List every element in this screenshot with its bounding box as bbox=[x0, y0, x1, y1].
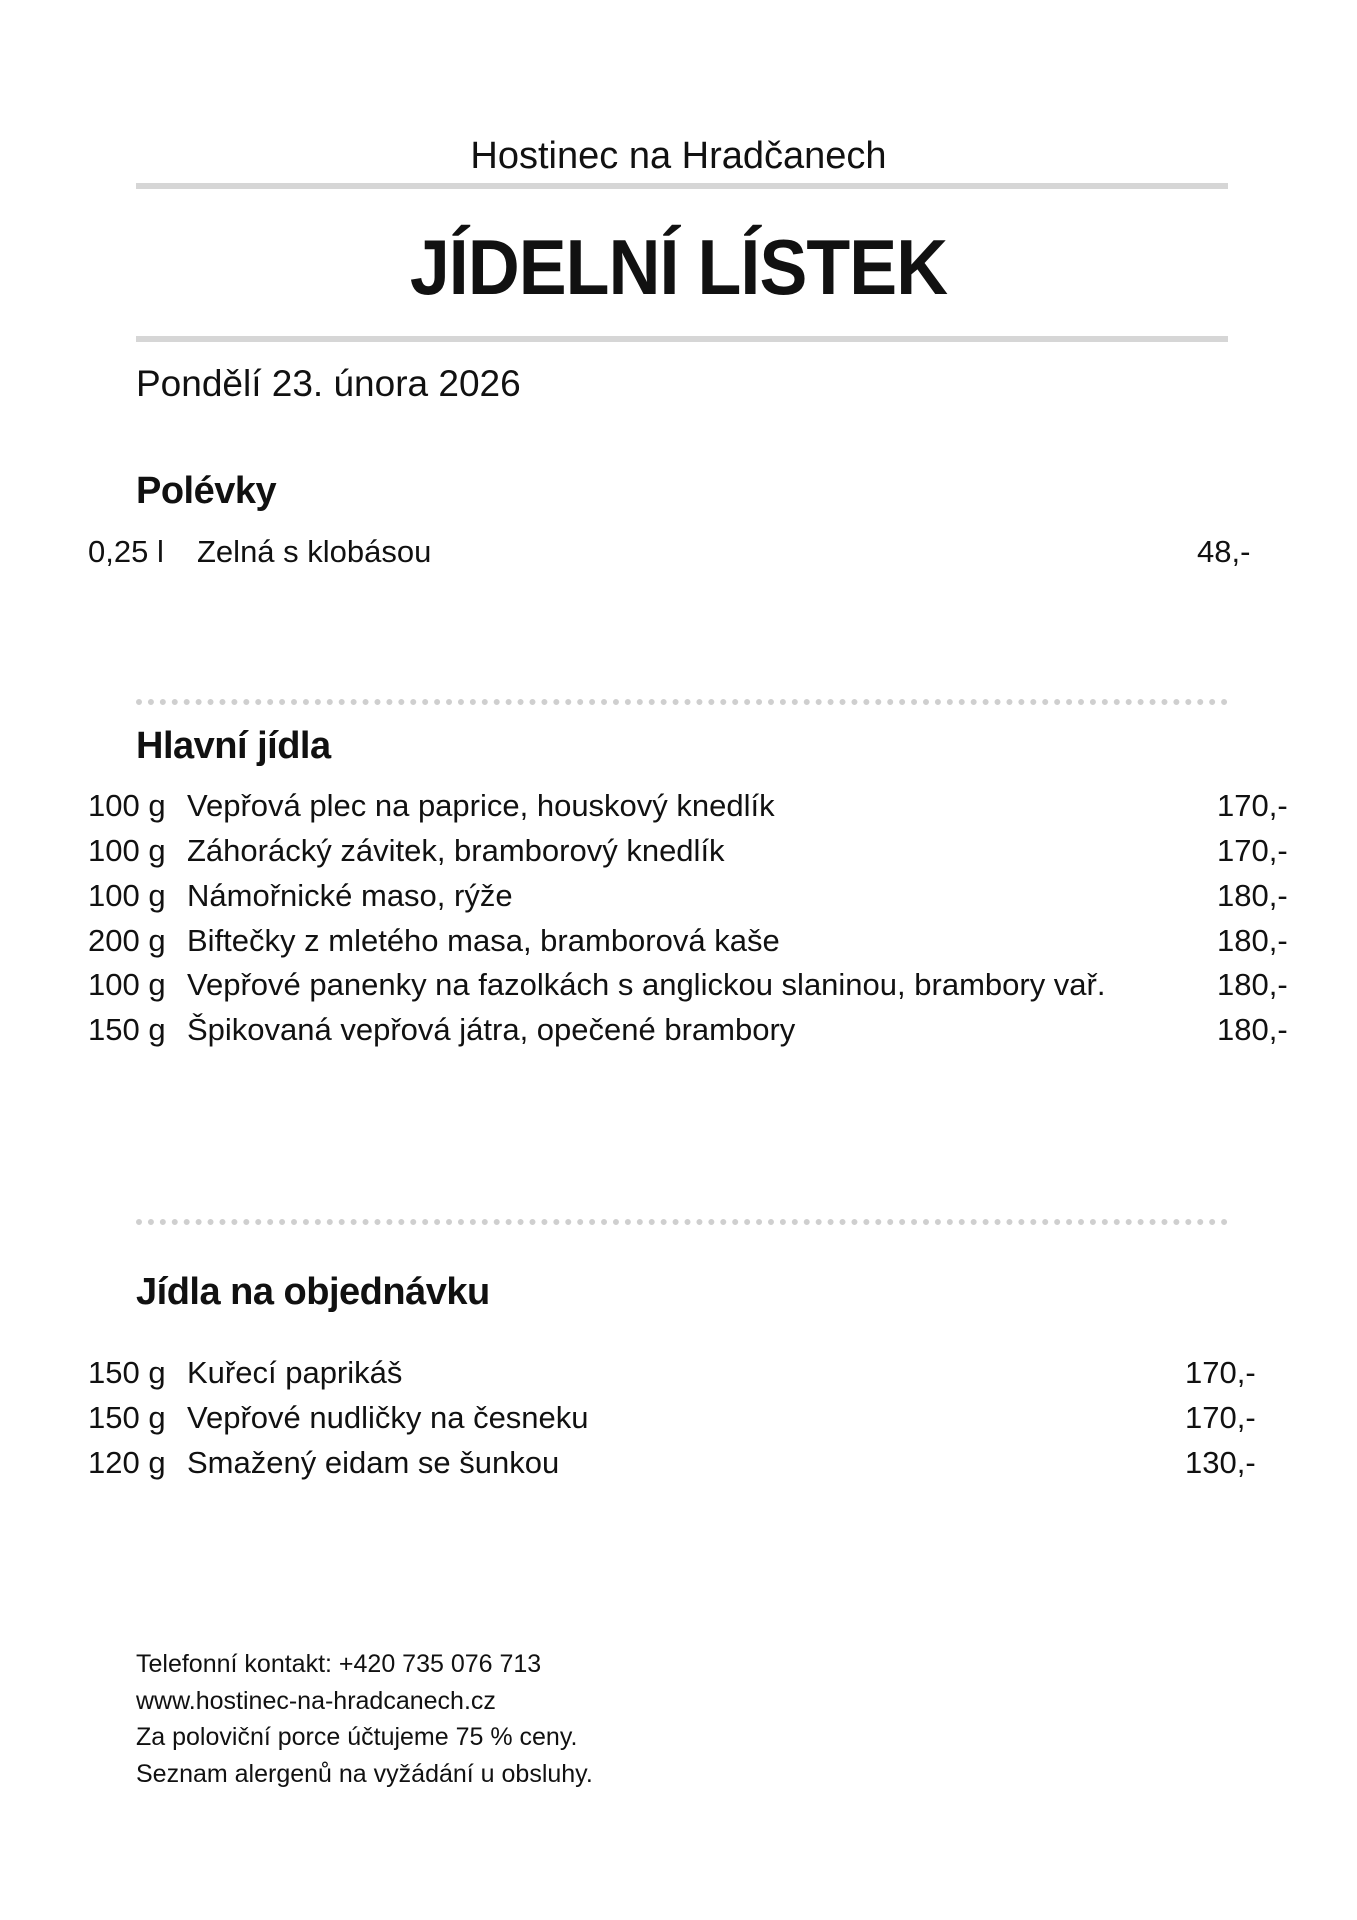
item-price: 170,- bbox=[1185, 1355, 1256, 1390]
footer-allergen-note: Seznam alergenů na vyžádání u obsluhy. bbox=[136, 1760, 593, 1788]
item-portion: 200 g bbox=[88, 923, 166, 958]
item-price: 180,- bbox=[1217, 967, 1288, 1002]
title-rule-top bbox=[136, 183, 1228, 189]
item-name: Vepřová plec na paprice, houskový knedlík bbox=[187, 788, 775, 823]
item-name: Kuřecí paprikáš bbox=[187, 1355, 403, 1390]
list-item bbox=[0, 1008, 1357, 1052]
list-item bbox=[0, 530, 1357, 574]
item-portion: 100 g bbox=[88, 833, 166, 868]
item-portion: 120 g bbox=[88, 1445, 166, 1480]
item-price: 170,- bbox=[1185, 1400, 1256, 1435]
item-name: Vepřové nudličky na česneku bbox=[187, 1400, 589, 1435]
list-item bbox=[0, 963, 1357, 1007]
item-portion: 0,25 l bbox=[88, 534, 164, 569]
list-item bbox=[0, 784, 1357, 828]
item-portion: 150 g bbox=[88, 1355, 166, 1390]
item-price: 180,- bbox=[1217, 923, 1288, 958]
item-price: 170,- bbox=[1217, 833, 1288, 868]
item-price: 48,- bbox=[1197, 534, 1251, 569]
item-portion: 100 g bbox=[88, 788, 166, 823]
menu-date: Pondělí 23. února 2026 bbox=[136, 363, 521, 404]
section-title-soups: Polévky bbox=[136, 470, 277, 512]
list-item bbox=[0, 1351, 1357, 1395]
footer-half-portion-note: Za poloviční porce účtujeme 75 % ceny. bbox=[136, 1723, 578, 1751]
item-name: Smažený eidam se šunkou bbox=[187, 1445, 560, 1480]
list-item bbox=[0, 874, 1357, 918]
item-name: Zelná s klobásou bbox=[197, 534, 432, 569]
item-name: Záhorácký závitek, bramborový knedlík bbox=[187, 833, 725, 868]
section-divider bbox=[136, 1219, 1228, 1225]
item-portion: 100 g bbox=[88, 878, 166, 913]
list-item bbox=[0, 829, 1357, 873]
item-portion: 150 g bbox=[88, 1400, 166, 1435]
list-item bbox=[0, 1441, 1357, 1485]
item-price: 170,- bbox=[1217, 788, 1288, 823]
restaurant-name: Hostinec na Hradčanech bbox=[470, 135, 887, 177]
item-name: Vepřové panenky na fazolkách s anglickou slaninou, brambory vař. bbox=[187, 967, 1106, 1002]
footer-web: www.hostinec-na-hradcanech.cz bbox=[136, 1687, 496, 1715]
title-rule-bottom bbox=[136, 336, 1228, 342]
item-name: Špikovaná vepřová játra, opečené brambory bbox=[187, 1012, 796, 1047]
item-name: Biftečky z mletého masa, bramborová kaše bbox=[187, 923, 780, 958]
footer-phone: Telefonní kontakt: +420 735 076 713 bbox=[136, 1650, 542, 1678]
item-price: 180,- bbox=[1217, 878, 1288, 913]
item-price: 130,- bbox=[1185, 1445, 1256, 1480]
item-portion: 100 g bbox=[88, 967, 166, 1002]
item-price: 180,- bbox=[1217, 1012, 1288, 1047]
section-divider bbox=[136, 699, 1228, 705]
item-portion: 150 g bbox=[88, 1012, 166, 1047]
list-item bbox=[0, 1396, 1357, 1440]
list-item bbox=[0, 919, 1357, 963]
menu-title: JÍDELNÍ LÍSTEK bbox=[409, 223, 948, 311]
item-name: Námořnické maso, rýže bbox=[187, 878, 513, 913]
section-title-main: Hlavní jídla bbox=[136, 725, 331, 767]
section-title-order: Jídla na objednávku bbox=[136, 1271, 490, 1313]
